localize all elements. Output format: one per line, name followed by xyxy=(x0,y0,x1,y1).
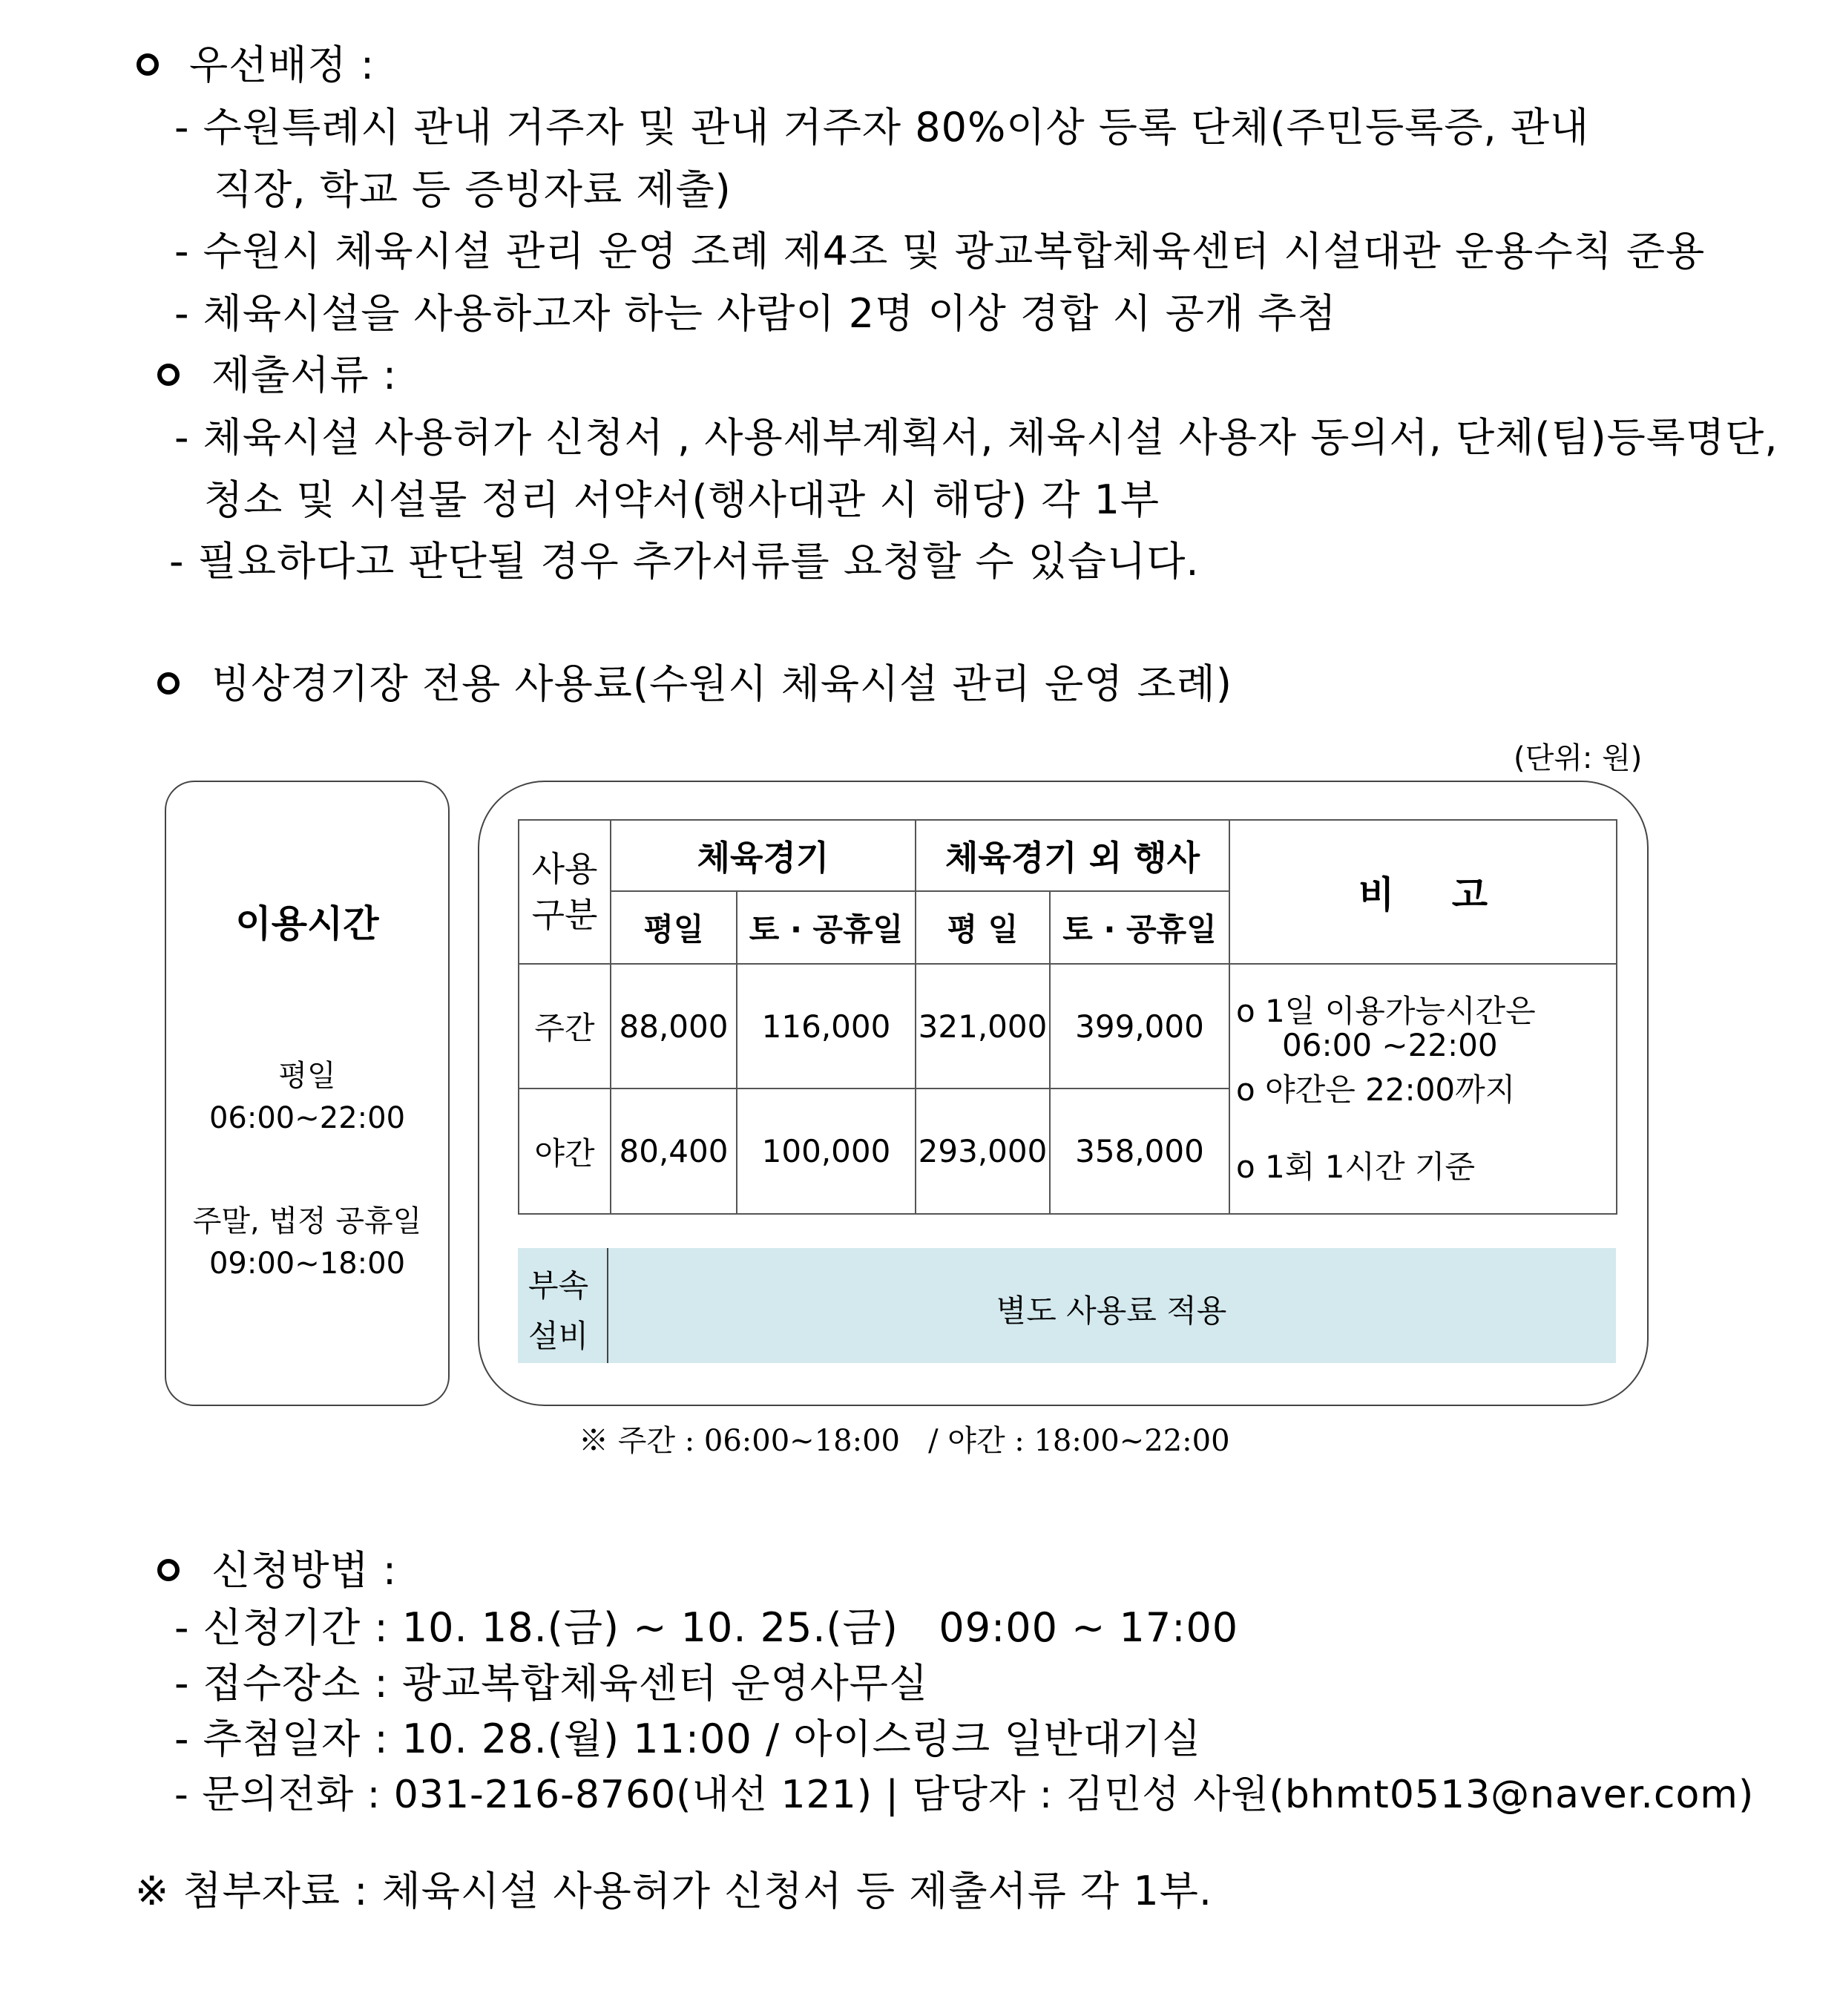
remarks-header: 비 고 xyxy=(1229,820,1617,964)
fee-cell: 116,000 xyxy=(737,964,916,1089)
application-item: - 신청기간 : 10. 18.(금) ~ 10. 25.(금) 09:00 ~ 17:00 xyxy=(174,1604,1239,1651)
priority-heading: 우선배정 : xyxy=(189,42,375,88)
fee-cell: 293,000 xyxy=(916,1089,1050,1214)
fee-cell: 358,000 xyxy=(1050,1089,1229,1214)
holiday-subheader: 토 · 공휴일 xyxy=(737,891,916,964)
unit-label: (단위: 원) xyxy=(1514,741,1643,775)
annex-label: 부속 xyxy=(528,1267,589,1304)
annex-row xyxy=(518,1248,1616,1363)
fees-heading: 빙상경기장 전용 사용료(수원시 체육시설 관리 운영 조례) xyxy=(211,660,1232,707)
weekday-subheader: 평일 xyxy=(611,891,737,964)
priority-item: - 체육시설을 사용하고자 하는 사람이 2명 이상 경합 시 공개 추첨 xyxy=(174,290,1337,337)
bullet-circle xyxy=(137,53,159,76)
row-label-day: 주간 xyxy=(519,964,611,1089)
time-footnote: ※ 주간 : 06:00~18:00 / 야간 : 18:00~22:00 xyxy=(579,1424,1230,1458)
hours-title: 이용시간 xyxy=(235,902,379,945)
fee-cell: 80,400 xyxy=(611,1089,737,1214)
bullet-circle xyxy=(157,1559,180,1581)
documents-heading: 제출서류 : xyxy=(211,352,398,398)
weekend-time: 09:00~18:00 xyxy=(208,1247,406,1281)
documents-item: - 필요하다고 판단될 경우 추가서류를 요청할 수 있습니다. xyxy=(169,538,1200,585)
weekday-label: 평일 xyxy=(278,1059,336,1093)
note-line: o 1일 이용가능시간은 xyxy=(1236,993,1536,1029)
application-item: - 접수장소 : 광교복합체육센터 운영사무실 xyxy=(174,1660,929,1707)
fee-cell: 100,000 xyxy=(737,1089,916,1214)
application-item: - 추첨일자 : 10. 28.(월) 11:00 / 아이스링크 일반대기실 xyxy=(174,1715,1202,1762)
weekday-subheader: 평 일 xyxy=(916,891,1050,964)
priority-item: 직장, 학교 등 증빙자료 제출) xyxy=(214,166,732,213)
holiday-subheader: 토 · 공휴일 xyxy=(1050,891,1229,964)
fee-cell: 321,000 xyxy=(916,964,1050,1089)
bullet-circle xyxy=(157,672,180,695)
note-line: o 1회 1시간 기준 xyxy=(1236,1149,1476,1185)
documents-item: - 체육시설 사용허가 신청서 , 사용세부계획서, 체육시설 사용자 동의서, 단체(팀)등록명단, xyxy=(174,414,1778,461)
type-header: 사용 구분 xyxy=(519,820,611,964)
annex-label: 설비 xyxy=(528,1318,589,1354)
bullet-circle xyxy=(157,364,180,386)
priority-item: - 수원시 체육시설 관리 운영 조례 제4조 및 광교복합체육센터 시설대관 운용수칙 준용 xyxy=(174,228,1706,275)
fee-cell: 88,000 xyxy=(611,964,737,1089)
weekend-label: 주말, 법정 공휴일 xyxy=(192,1204,422,1238)
fee-table xyxy=(518,819,1617,1215)
event-header: 체육경기 외 행사 xyxy=(916,820,1229,891)
attachment-note: ※ 첨부자료 : 체육시설 사용허가 신청서 등 제출서류 각 1부. xyxy=(135,1868,1213,1914)
note-line: o 야간은 22:00까지 xyxy=(1236,1071,1516,1108)
application-item: - 문의전화 : 031-216-8760(내선 121) | 담당자 : 김민성 사원(bhmt0513@naver.com) xyxy=(174,1773,1755,1817)
annex-value: 별도 사용료 적용 xyxy=(996,1293,1227,1329)
annex-divider xyxy=(607,1248,608,1363)
remarks-cell xyxy=(1229,964,1617,1214)
documents-item: 청소 및 시설물 정리 서약서(행사대관 시 해당) 각 1부 xyxy=(204,476,1160,523)
row-label-night: 야간 xyxy=(519,1089,611,1214)
application-heading: 신청방법 : xyxy=(211,1547,398,1594)
sport-header: 체육경기 xyxy=(611,820,916,891)
fee-cell: 399,000 xyxy=(1050,964,1229,1089)
note-line: 06:00 ~22:00 xyxy=(1282,1027,1498,1063)
weekday-time: 06:00~22:00 xyxy=(208,1101,406,1135)
priority-item: - 수원특례시 관내 거주자 및 관내 거주자 80%이상 등록 단체(주민등록증, 관내 xyxy=(174,104,1590,151)
